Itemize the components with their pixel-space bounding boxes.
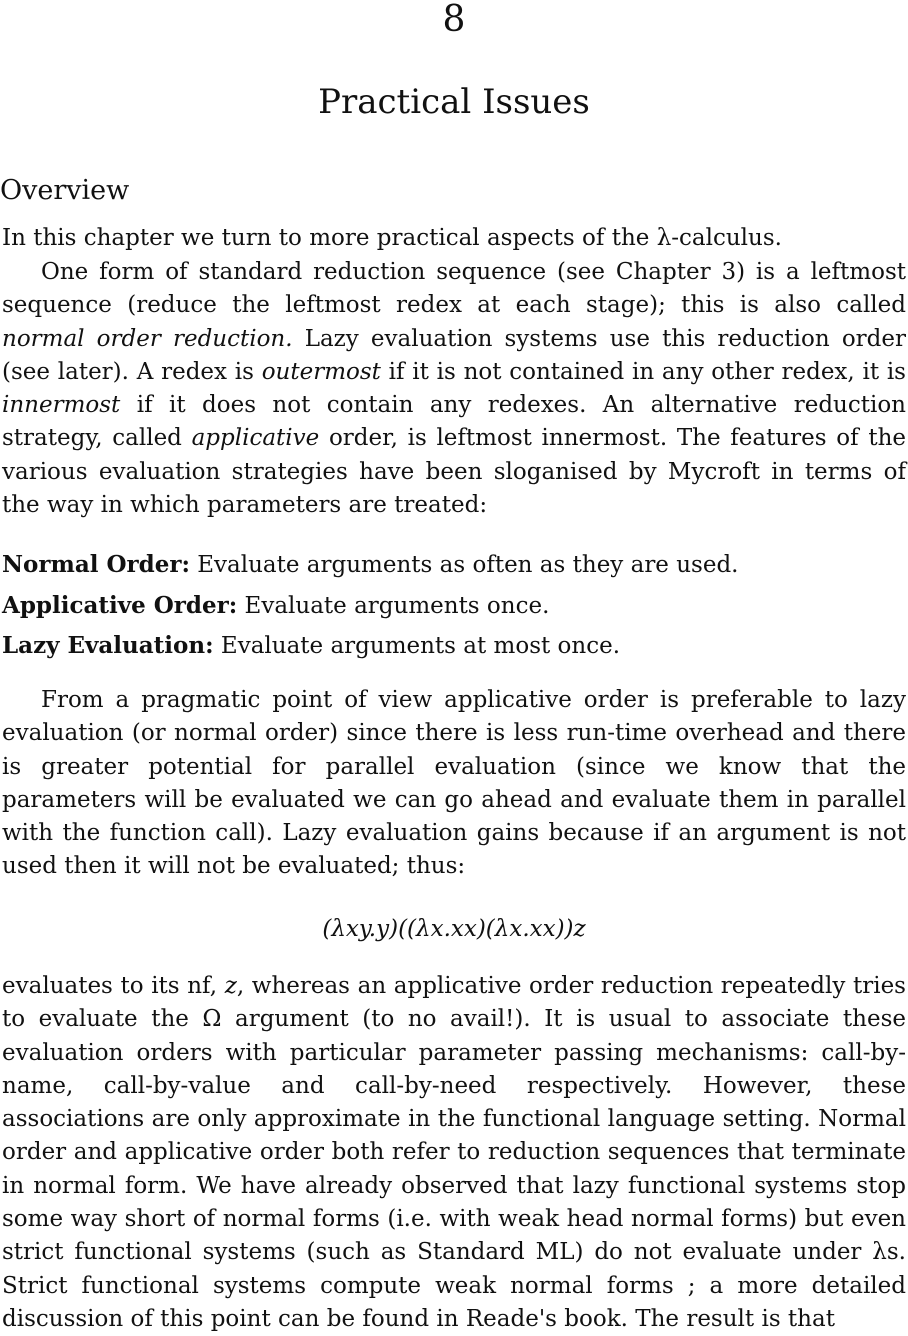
- chapter-title: Practical Issues: [318, 82, 590, 122]
- definition-text: Evaluate arguments at most once.: [220, 633, 621, 659]
- emphasis-normal-order: normal order reduction.: [2, 325, 293, 352]
- definition-item: [2, 545, 902, 586]
- definition-text: Evaluate arguments as often as they are used.: [197, 552, 739, 578]
- definition-term: Lazy Evaluation:: [2, 632, 214, 659]
- definition-term: Normal Order:: [2, 551, 190, 578]
- strategy-definition-list: [2, 545, 902, 667]
- emphasis-outermost: outermost: [261, 358, 381, 385]
- pragmatic-paragraph: From a pragmatic point of view applicative order is preferable to lazy evaluation (or normal order) since there is less run-time overhead and there is greater potential for parallel evaluation (since we know that the parameters will be evaluated we can go ahead and evaluate them in parallel with the function call). Lazy evaluation gains because if an argument is not used then it will not be evaluated; thus:: [2, 687, 906, 880]
- evaluation-paragraph: [2, 970, 906, 1336]
- definition-item: [2, 586, 902, 627]
- paragraph-text: if it is not contained in any other redex, it is: [380, 358, 906, 385]
- intro-paragraph: In this chapter we turn to more practical aspects of the λ-calculus.: [2, 225, 782, 251]
- paragraph-text: One form of standard reduction sequence (see Chapter 3) is a leftmost sequence (reduce the leftmost redex at each stage); this is also called: [2, 259, 906, 319]
- lambda-formula: (λxy.y)((λx.xx)(λx.xx))z: [322, 916, 586, 942]
- definition-text: Evaluate arguments once.: [244, 592, 550, 619]
- reduction-order-paragraph: [2, 256, 906, 522]
- emphasis-innermost: innermost: [2, 392, 121, 419]
- definition-item: [2, 626, 902, 667]
- section-heading: Overview: [0, 175, 130, 206]
- definition-term: Applicative Order:: [2, 591, 238, 619]
- paragraph-text: Lazy evaluation systems use this reduction order (see later). A redex is: [2, 325, 906, 385]
- paragraph-text: if it does not contain any redexes. An alternative reduction strategy, called: [2, 392, 906, 452]
- paragraph-text: evaluates to its nf,: [2, 973, 225, 999]
- emphasis-applicative: applicative: [191, 425, 320, 452]
- chapter-number: 8: [442, 0, 466, 40]
- paragraph-text: , whereas an applicative order reduction repeatedly tries to evaluate the Ω argument (to no avail!). It is usual to associate these evaluation orders with particular parameter passing mechanisms: call-by-name, call-by-value and call-by-need respectively. However, these associations are only approximate in the functional language setting. Normal order and applicative order both refer to reduction sequences that terminate in normal form. We have already observed that lazy functional systems stop some way short of normal forms (i.e. with weak head normal forms) but even strict functional systems (such as Standard ML) do not evaluate under λs. Strict functional systems compute weak normal forms ; a more detailed discussion of this point can be found in Reade's book. The result is that: [2, 973, 906, 1332]
- math-variable-z: z: [224, 973, 237, 999]
- paragraph-text: order, is leftmost innermost. The features of the various evaluation strategies have been sloganised by Mycroft in terms of the way in which parameters are treated:: [2, 425, 906, 519]
